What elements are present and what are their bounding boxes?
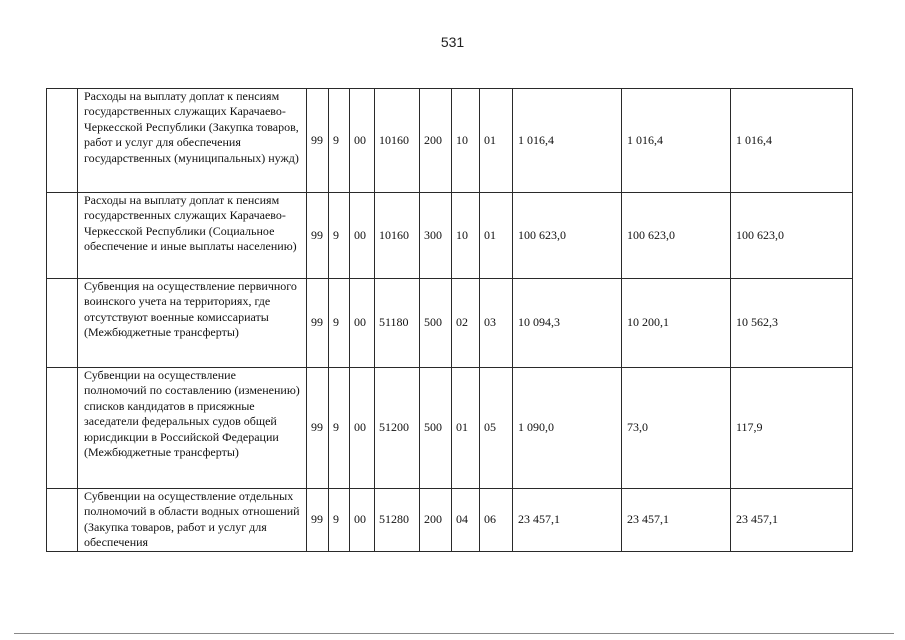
- code-cell: 99: [307, 368, 329, 489]
- code-cell: 01: [452, 368, 480, 489]
- code-cell: 10160: [375, 193, 420, 279]
- amount-cell: 1 016,4: [513, 89, 622, 193]
- amount-cell: 1 016,4: [622, 89, 731, 193]
- table-row: [47, 368, 853, 489]
- code-cell: 01: [480, 89, 513, 193]
- blank-cell: [47, 193, 78, 279]
- code-cell: 500: [420, 368, 452, 489]
- amount-cell: 100 623,0: [622, 193, 731, 279]
- blank-cell: [47, 368, 78, 489]
- table-row: [47, 279, 853, 368]
- amount-cell: 1 016,4: [731, 89, 853, 193]
- code-cell: 99: [307, 489, 329, 552]
- code-cell: 10160: [375, 89, 420, 193]
- code-cell: 00: [350, 489, 375, 552]
- amount-cell: 23 457,1: [622, 489, 731, 552]
- code-cell: 99: [307, 279, 329, 368]
- amount-cell: 23 457,1: [513, 489, 622, 552]
- code-cell: 99: [307, 89, 329, 193]
- code-cell: 10: [452, 89, 480, 193]
- table-row: [47, 193, 853, 279]
- budget-table: [46, 88, 853, 552]
- table-row: [47, 89, 853, 193]
- page-bottom-rule: [14, 633, 894, 634]
- code-cell: 9: [329, 489, 350, 552]
- amount-cell: 100 623,0: [513, 193, 622, 279]
- code-cell: 51280: [375, 489, 420, 552]
- code-cell: 300: [420, 193, 452, 279]
- amount-cell: 1 090,0: [513, 368, 622, 489]
- page-number: 531: [440, 34, 465, 50]
- code-cell: 200: [420, 89, 452, 193]
- code-cell: 04: [452, 489, 480, 552]
- blank-cell: [47, 89, 78, 193]
- amount-cell: 23 457,1: [731, 489, 853, 552]
- code-cell: 51180: [375, 279, 420, 368]
- code-cell: 00: [350, 89, 375, 193]
- code-cell: 9: [329, 368, 350, 489]
- description-cell: Субвенции на осуществление полномочий по составлению (изменению) списков кандидатов в присяжные заседатели федеральных судов общей юрисдикции в Российской Федерации (Межбюджетные трансферты): [78, 368, 307, 489]
- code-cell: 200: [420, 489, 452, 552]
- description-cell: Субвенции на осуществление отдельных полномочий в области водных отношений (Закупка товаров, работ и услуг для обеспечения: [78, 489, 307, 552]
- blank-cell: [47, 279, 78, 368]
- blank-cell: [47, 489, 78, 552]
- description-cell: Субвенция на осуществление первичного воинского учета на территориях, где отсутствуют военные комиссариаты (Межбюджетные трансферты): [78, 279, 307, 368]
- code-cell: 9: [329, 89, 350, 193]
- code-cell: 06: [480, 489, 513, 552]
- description-cell: Расходы на выплату доплат к пенсиям государственных служащих Карачаево-Черкесской Республики (Социальное обеспечение и иные выплаты населению): [78, 193, 307, 279]
- code-cell: 05: [480, 368, 513, 489]
- amount-cell: 117,9: [731, 368, 853, 489]
- code-cell: 51200: [375, 368, 420, 489]
- code-cell: 00: [350, 279, 375, 368]
- amount-cell: 73,0: [622, 368, 731, 489]
- amount-cell: 10 094,3: [513, 279, 622, 368]
- table-row: [47, 489, 853, 552]
- description-cell: Расходы на выплату доплат к пенсиям государственных служащих Карачаево-Черкесской Республики (Закупка товаров, работ и услуг для обеспечения государственных (муниципальных) нужд): [78, 89, 307, 193]
- amount-cell: 10 562,3: [731, 279, 853, 368]
- code-cell: 00: [350, 193, 375, 279]
- code-cell: 9: [329, 279, 350, 368]
- amount-cell: 100 623,0: [731, 193, 853, 279]
- amount-cell: 10 200,1: [622, 279, 731, 368]
- code-cell: 500: [420, 279, 452, 368]
- code-cell: 03: [480, 279, 513, 368]
- code-cell: 10: [452, 193, 480, 279]
- code-cell: 99: [307, 193, 329, 279]
- code-cell: 00: [350, 368, 375, 489]
- code-cell: 9: [329, 193, 350, 279]
- code-cell: 02: [452, 279, 480, 368]
- code-cell: 01: [480, 193, 513, 279]
